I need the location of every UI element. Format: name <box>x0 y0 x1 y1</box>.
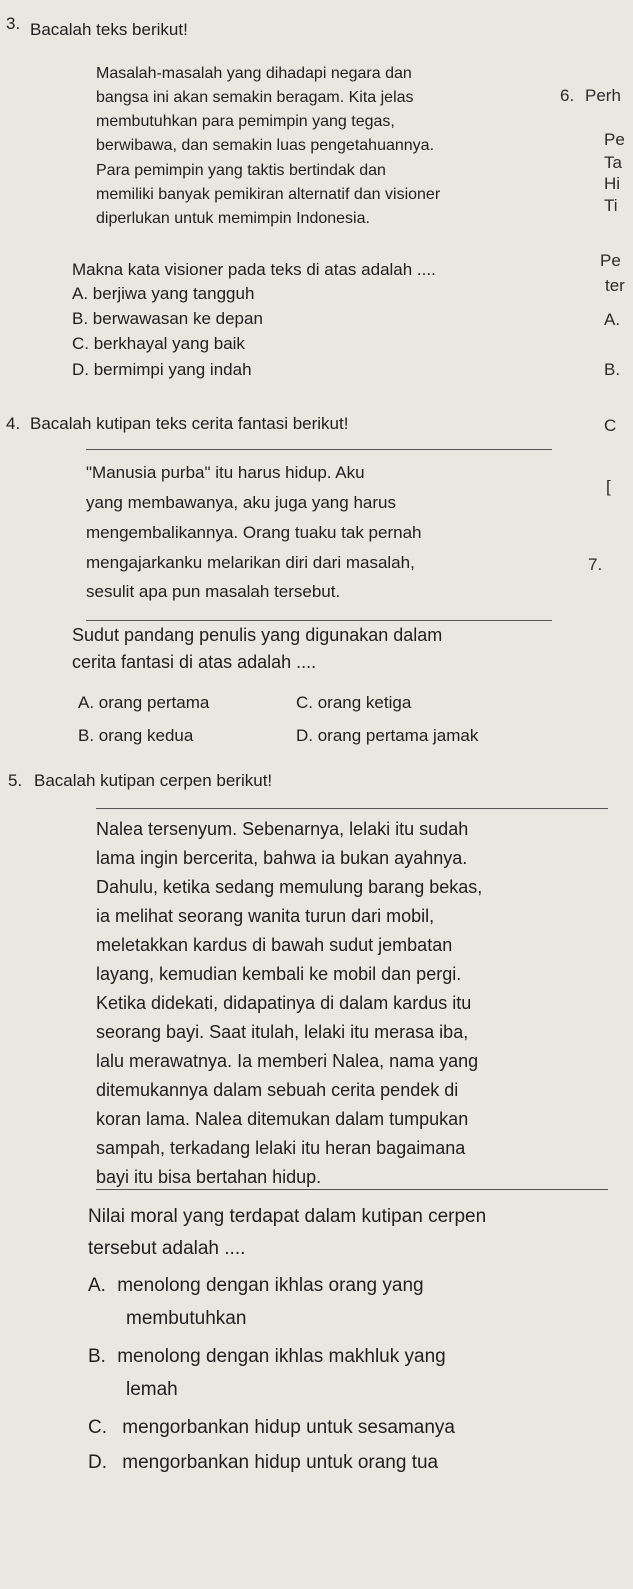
q5-option-a[interactable] <box>88 1275 424 1297</box>
q3-passage-line: memiliki banyak pemikiran alternatif dan visioner <box>96 186 441 203</box>
q5-passage-line: Dahulu, ketika sedang memulung barang bekas, <box>96 877 483 897</box>
q4-option-a[interactable]: A. orang pertama <box>78 693 210 712</box>
q4-passage-line: mengembalikannya. Orang tuaku tak pernah <box>86 523 422 542</box>
right-fragment: [ <box>606 477 611 496</box>
q5-option-b[interactable] <box>88 1346 446 1368</box>
q5-passage-line: meletakkan kardus di bawah sudut jembatan <box>96 935 453 955</box>
q5-question-line: Nilai moral yang terdapat dalam kutipan cerpen <box>88 1206 487 1227</box>
q3-passage-line: membutuhkan para pemimpin yang tegas, <box>96 113 395 130</box>
q5-passage-line: Nalea tersenyum. Sebenarnya, lelaki itu sudah <box>96 819 469 839</box>
q3-passage-line: diperlukan untuk memimpin Indonesia. <box>96 210 370 227</box>
q5-option-d-letter: D. <box>88 1452 107 1473</box>
q5-option-d[interactable] <box>88 1452 438 1474</box>
q5-passage-line: ia melihat seorang wanita turun dari mobil, <box>96 906 435 926</box>
q4-passage-line: mengajarkanku melarikan diri dari masalah, <box>86 553 415 572</box>
right-fragment: 7. <box>588 555 603 574</box>
q5-passage-line: layang, kemudian kembali ke mobil dan pergi. <box>96 964 462 984</box>
q4-instruction: Bacalah kutipan teks cerita fantasi berikut! <box>30 414 349 433</box>
q4-option-d[interactable]: D. orang pertama jamak <box>296 726 479 745</box>
q3-number: 3. <box>6 14 21 33</box>
q5-option-b-cont: lemah <box>126 1379 178 1400</box>
q5-passage-line: bayi itu bisa bertahan hidup. <box>96 1167 322 1187</box>
right-fragment: Hi <box>604 174 621 193</box>
q5-passage-box <box>96 808 608 1190</box>
q3-passage-line: bangsa ini akan semakin beragam. Kita jelas <box>96 89 414 106</box>
q5-number: 5. <box>8 771 23 790</box>
q4-question-line: cerita fantasi di atas adalah .... <box>72 652 317 672</box>
q5-passage-line: seorang bayi. Saat itulah, lelaki itu merasa iba, <box>96 1022 469 1042</box>
q6-number: 6. <box>560 86 575 105</box>
q3-passage-line: Para pemimpin yang taktis bertindak dan <box>96 162 386 179</box>
q6-text-fragment: Perh <box>585 86 621 105</box>
q4-passage-line: yang membawanya, aku juga yang harus <box>86 493 396 512</box>
q4-passage-line: "Manusia purba" itu harus hidup. Aku <box>86 463 365 482</box>
right-fragment: ter <box>605 276 625 295</box>
right-fragment: Pe <box>604 130 625 149</box>
q3-instruction: Bacalah teks berikut! <box>30 20 188 39</box>
q5-passage-line: lalu merawatnya. Ia memberi Nalea, nama yang <box>96 1051 479 1071</box>
right-fragment: A. <box>604 310 621 329</box>
q5-option-b-letter: B. <box>88 1346 106 1367</box>
q5-passage-line: koran lama. Nalea ditemukan dalam tumpukan <box>96 1109 469 1129</box>
q3-option-b[interactable]: B. berwawasan ke depan <box>72 309 263 328</box>
q5-option-d-text: mengorbankan hidup untuk orang tua <box>122 1452 439 1473</box>
q5-option-c[interactable] <box>88 1417 455 1439</box>
q5-option-a-letter: A. <box>88 1275 106 1296</box>
q5-option-a-cont: membutuhkan <box>126 1308 247 1329</box>
q5-option-c-letter: C. <box>88 1417 107 1438</box>
q5-option-c-text: mengorbankan hidup untuk sesamanya <box>122 1417 456 1438</box>
q4-number: 4. <box>6 414 21 433</box>
q4-passage-line: sesulit apa pun masalah tersebut. <box>86 582 341 601</box>
right-fragment: Pe <box>600 251 621 270</box>
q5-passage-line: lama ingin bercerita, bahwa ia bukan ayahnya. <box>96 848 468 868</box>
q4-option-b[interactable]: B. orang kedua <box>78 726 194 745</box>
right-fragment: Ti <box>604 196 618 215</box>
q5-passage-line: Ketika didekati, didapatinya di dalam kardus itu <box>96 993 472 1013</box>
q3-option-c[interactable]: C. berkhayal yang baik <box>72 334 245 353</box>
q5-instruction: Bacalah kutipan cerpen berikut! <box>34 771 273 790</box>
q5-passage-line: sampah, terkadang lelaki itu heran bagaimana <box>96 1138 466 1158</box>
q5-option-b-text: menolong dengan ikhlas makhluk yang <box>117 1346 446 1367</box>
q4-question-line: Sudut pandang penulis yang digunakan dalam <box>72 625 443 645</box>
right-fragment: Ta <box>604 153 622 172</box>
q5-option-a-text: menolong dengan ikhlas orang yang <box>117 1275 424 1296</box>
q3-option-d[interactable]: D. bermimpi yang indah <box>72 360 252 379</box>
q4-passage-box <box>86 449 552 621</box>
right-fragment: C <box>604 416 617 435</box>
q3-question: Makna kata visioner pada teks di atas adalah .... <box>72 260 436 279</box>
right-fragment: B. <box>604 360 621 379</box>
q3-passage-box <box>96 56 542 268</box>
q4-option-c[interactable]: C. orang ketiga <box>296 693 412 712</box>
q3-option-a[interactable]: A. berjiwa yang tangguh <box>72 284 255 303</box>
q5-passage-line: ditemukannya dalam sebuah cerita pendek di <box>96 1080 459 1100</box>
q3-passage-line: berwibawa, dan semakin luas pengetahuannya. <box>96 137 435 154</box>
q3-passage-line: Masalah-masalah yang dihadapi negara dan <box>96 65 412 82</box>
q5-question-line: tersebut adalah .... <box>88 1238 246 1259</box>
